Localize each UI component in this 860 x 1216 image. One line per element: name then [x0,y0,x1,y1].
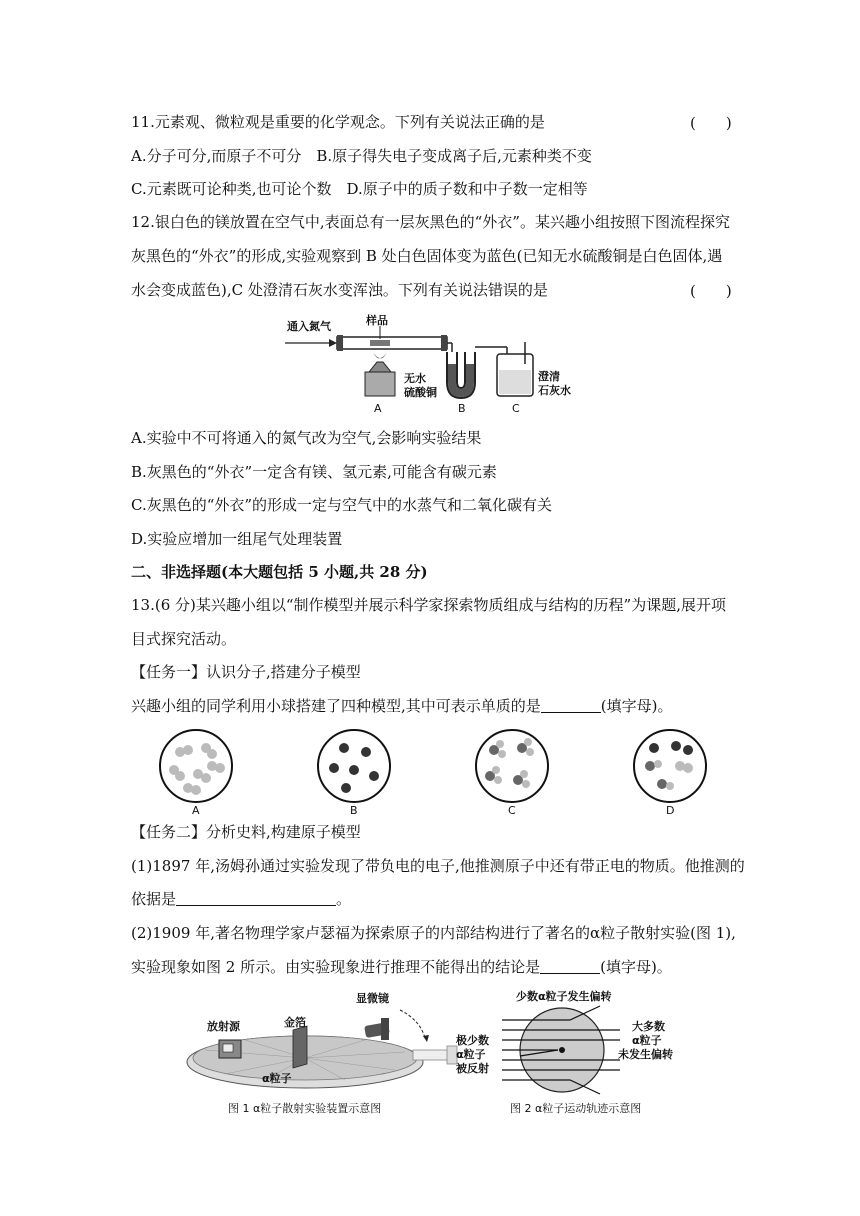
fig2-caption: 图 2 α粒子运动轨迹示意图 [510,1102,642,1115]
fig1-label-source: 放射源 [207,1020,240,1033]
model-label-d: D [666,804,675,817]
section-title: 二、非选择题(本大题包括 5 小题,共 28 分) [131,563,428,581]
answer-blank[interactable] [541,698,601,713]
q13-stem-line2: 目式探究活动。 [131,630,237,648]
q13-task1-heading: 【任务一】认识分子,搭建分子模型 [131,663,361,681]
fig2-label-left-line3: 被反射 [456,1062,489,1075]
q13-p2-line1: (2)1909 年,著名物理学家卢瑟福为探索原子的内部结构进行了著名的α粒子散射实验(图 1), [131,924,736,942]
fig2-label-right-line2: α粒子 [632,1034,662,1047]
q13-p1-line2 [131,889,351,909]
model-a [160,730,232,802]
model-c [476,730,548,802]
model-label-c: C [508,804,516,817]
fig2-label-right-line1: 大多数 [632,1020,665,1033]
label-apparatus-a: A [374,402,382,415]
q11-stem: 11.元素观、微粒观是重要的化学观念。下列有关说法正确的是 [131,113,545,131]
q13-p2-line2-suffix: (填字母)。 [600,958,672,976]
fig2-label-right-line3: 未发生偏转 [618,1048,673,1061]
fig1-caption: 图 1 α粒子散射实验装置示意图 [228,1102,382,1115]
answer-blank[interactable] [176,891,336,906]
q12-option-b: B.灰黑色的“外衣”一定含有镁、氢元素,可能含有碳元素 [131,463,497,481]
q11-answer-paren: ( ) [690,114,732,132]
q12-stem-line2: 灰黑色的“外衣”的形成,实验观察到 B 处白色固体变为蓝色(已知无水硫酸铜是白色固体,遇 [131,247,723,265]
fig2-label-left-line2: α粒子 [456,1048,486,1061]
q12-option-a: A.实验中不可将通入的氮气改为空气,会影响实验结果 [131,429,482,447]
q13-p1-line1: (1)1897 年,汤姆孙通过实验发现了带负电的电子,他推测原子中还有带正电的物质。他推测的 [131,857,745,875]
label-apparatus-c: C [512,402,520,415]
fig1-label-foil: 金箔 [284,1016,306,1029]
figure2-trajectory-diagram [500,1004,624,1096]
figure1-scattering-apparatus [185,990,465,1094]
answer-blank[interactable] [540,959,600,974]
fig1-label-alpha: α粒子 [262,1072,292,1085]
q12-answer-paren: ( ) [690,282,732,300]
q12-option-c: C.灰黑色的“外衣”的形成一定与空气中的水蒸气和二氧化碳有关 [131,496,553,514]
q13-task1-question-suffix: (填字母)。 [600,697,673,715]
model-label-b: B [350,804,358,817]
q13-p2-line2 [131,957,672,977]
q12-option-d: D.实验应增加一组尾气处理装置 [131,530,343,548]
q13-p1-line2-suffix: 。 [336,890,352,908]
fig1-label-microscope: 显微镜 [356,992,389,1005]
q12-stem-line1: 12.银白色的镁放置在空气中,表面总有一层灰黑色的“外衣”。某兴趣小组按照下图流程探究 [131,213,730,231]
fig2-label-top: 少数α粒子发生偏转 [516,990,612,1003]
q13-stem-line1: 13.(6 分)某兴趣小组以“制作模型并展示科学家探索物质组成与结构的历程”为课题,展开项 [131,596,726,614]
molecule-models [150,726,730,818]
q11-options-cd: C.元素既可论种类,也可论个数 D.原子中的质子数和中子数一定相等 [131,180,588,198]
model-b [318,730,390,802]
q13-task1-question [131,696,673,716]
label-cuso4-line2: 硫酸铜 [404,386,437,399]
label-lime-line2: 石灰水 [538,384,571,397]
q11-options-ab: A.分子可分,而原子不可分 B.原子得失电子变成离子后,元素种类不变 [131,147,592,165]
model-d [634,730,706,802]
q13-task1-question-text: 兴趣小组的同学利用小球搭建了四种模型,其中可表示单质的是 [131,697,541,715]
q13-task2-heading: 【任务二】分析史料,构建原子模型 [131,823,361,841]
q13-p1-line2-text: 依据是 [131,890,177,908]
label-gas-in: 通入氮气 [287,320,331,333]
q13-p2-line2-text: 实验现象如图 2 所示。由实验现象进行推理不能得出的结论是 [131,958,541,976]
q12-stem-line3: 水会变成蓝色),C 处澄清石灰水变浑浊。下列有关说法错误的是 [131,281,548,299]
model-label-a: A [192,804,200,817]
label-cuso4-line1: 无水 [404,372,426,385]
label-sample: 样品 [366,314,388,327]
label-lime-line1: 澄清 [538,370,560,383]
fig2-label-left-line1: 极少数 [456,1034,489,1047]
label-apparatus-b: B [458,402,466,415]
